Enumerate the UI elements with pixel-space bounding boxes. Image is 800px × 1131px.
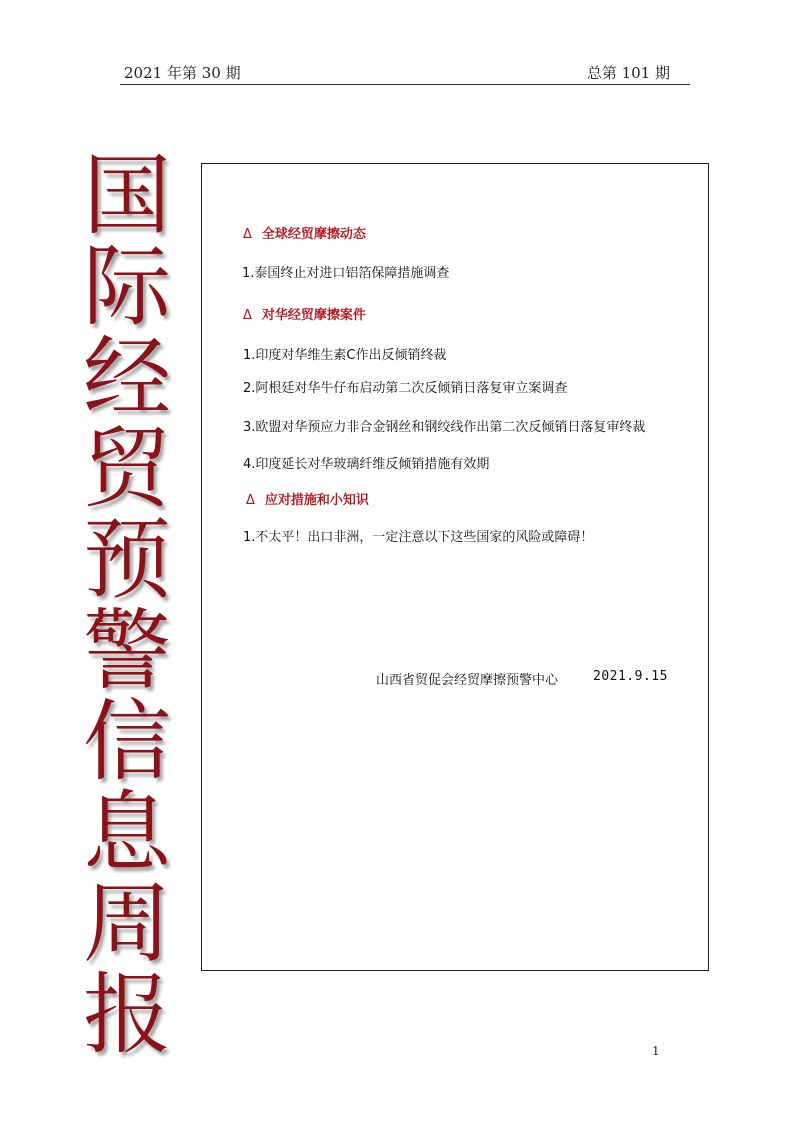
title-char: 息 [82, 781, 171, 884]
title-char: 周 [82, 872, 171, 975]
header-issue-left: 2021 年第 30 期 [124, 64, 241, 82]
title-char: 际 [82, 235, 171, 338]
section-label: 全球经贸摩擦动态 [261, 227, 366, 242]
vertical-title [72, 144, 182, 1066]
list-item[interactable]: 1.印度对华维生素C作出反倾销终裁 [243, 348, 447, 363]
header-issue-right: 总第 101 期 [586, 64, 670, 82]
contents-box [201, 163, 709, 971]
list-item[interactable]: 2.阿根廷对华牛仔布启动第二次反倾销日落复审立案调查 [243, 381, 568, 396]
title-char: 国 [82, 144, 171, 247]
section-label: 对华经贸摩擦案件 [261, 308, 366, 323]
triangle-marker-icon: Δ [243, 308, 252, 323]
footer-organization: 山西省贸促会经贸摩擦预警中心 [376, 673, 559, 688]
section-heading-china-cases [243, 304, 366, 323]
title-char: 贸 [82, 417, 171, 520]
title-char: 信 [82, 690, 171, 793]
section-heading-measures [246, 489, 369, 508]
page-number: 1 [652, 1044, 660, 1058]
footer-date: 2021.9.15 [593, 669, 668, 684]
list-item[interactable]: 1.泰国终止对进口铝箔保障措施调查 [242, 266, 450, 281]
header-rule [120, 84, 690, 85]
list-item[interactable]: 4.印度延长对华玻璃纤维反倾销措施有效期 [243, 457, 490, 472]
title-char: 预 [82, 508, 171, 611]
title-char: 报 [82, 963, 171, 1066]
triangle-marker-icon: Δ [243, 227, 252, 242]
section-label: 应对措施和小知识 [264, 493, 369, 508]
section-heading-global [243, 223, 366, 242]
title-char: 警 [82, 599, 171, 702]
list-item[interactable]: 3.欧盟对华预应力非合金钢丝和钢绞线作出第二次反倾销日落复审终裁 [243, 420, 646, 435]
triangle-marker-icon: Δ [246, 493, 255, 508]
title-char: 经 [82, 326, 171, 429]
list-item[interactable]: 1.不太平！出口非洲，一定注意以下这些国家的风险或障碍！ [243, 530, 594, 545]
